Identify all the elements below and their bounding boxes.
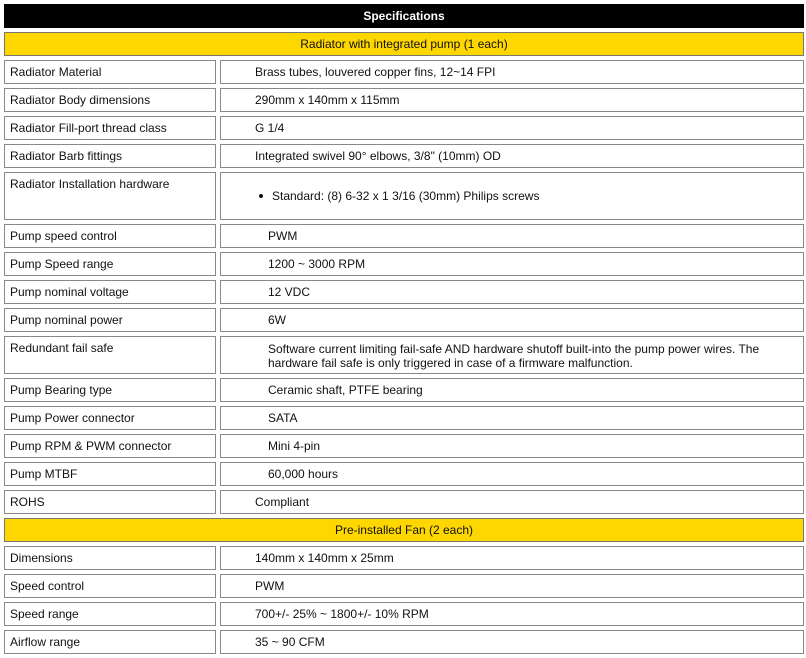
spec-label: Speed control <box>4 574 216 598</box>
spec-value: Brass tubes, louvered copper fins, 12~14 FPI <box>220 60 804 84</box>
spec-value-text: Standard: (8) 6-32 x 1 3/16 (30mm) Philips screws <box>272 189 540 203</box>
spec-label: Radiator Material <box>4 60 216 84</box>
table-row <box>4 172 804 220</box>
table-row <box>4 144 804 168</box>
section-heading-fan: Pre-installed Fan (2 each) <box>4 518 804 542</box>
section-heading-radiator: Radiator with integrated pump (1 each) <box>4 32 804 56</box>
spec-value <box>220 172 804 220</box>
spec-label: Pump Speed range <box>4 252 216 276</box>
spec-value: Ceramic shaft, PTFE bearing <box>220 378 804 402</box>
bullet-icon <box>259 194 263 198</box>
spec-value: PWM <box>220 574 804 598</box>
spec-label: Radiator Barb fittings <box>4 144 216 168</box>
table-row <box>4 406 804 430</box>
table-row <box>4 88 804 112</box>
table-row <box>4 490 804 514</box>
spec-value: 290mm x 140mm x 115mm <box>220 88 804 112</box>
spec-label: Speed range <box>4 602 216 626</box>
spec-value: Compliant <box>220 490 804 514</box>
table-row <box>4 602 804 626</box>
spec-value: SATA <box>220 406 804 430</box>
spec-value: 140mm x 140mm x 25mm <box>220 546 804 570</box>
spec-label: ROHS <box>4 490 216 514</box>
table-row <box>4 434 804 458</box>
spec-label: Radiator Body dimensions <box>4 88 216 112</box>
spec-label: Radiator Installation hardware <box>4 172 216 220</box>
table-row <box>4 574 804 598</box>
table-row <box>4 462 804 486</box>
spec-label: Pump Power connector <box>4 406 216 430</box>
spec-label: Airflow range <box>4 630 216 654</box>
spec-label: Pump Bearing type <box>4 378 216 402</box>
spec-label: Pump MTBF <box>4 462 216 486</box>
spec-value: G 1/4 <box>220 116 804 140</box>
spec-label: Redundant fail safe <box>4 336 216 374</box>
table-row <box>4 116 804 140</box>
table-row <box>4 252 804 276</box>
spec-value: 35 ~ 90 CFM <box>220 630 804 654</box>
table-row <box>4 60 804 84</box>
spec-label: Pump nominal power <box>4 308 216 332</box>
spec-value: 6W <box>220 308 804 332</box>
spec-value: 700+/- 25% ~ 1800+/- 10% RPM <box>220 602 804 626</box>
table-row <box>4 308 804 332</box>
spec-label: Pump RPM & PWM connector <box>4 434 216 458</box>
spec-label: Radiator Fill-port thread class <box>4 116 216 140</box>
spec-value: 12 VDC <box>220 280 804 304</box>
spec-value: 60,000 hours <box>220 462 804 486</box>
table-title: Specifications <box>4 4 804 28</box>
table-row <box>4 280 804 304</box>
spec-value: Mini 4-pin <box>220 434 804 458</box>
table-row <box>4 378 804 402</box>
table-row <box>4 336 804 374</box>
spec-value: Integrated swivel 90° elbows, 3/8" (10mm) OD <box>220 144 804 168</box>
spec-value: PWM <box>220 224 804 248</box>
table-row <box>4 224 804 248</box>
table-row <box>4 546 804 570</box>
spec-value: 1200 ~ 3000 RPM <box>220 252 804 276</box>
spec-value: Software current limiting fail-safe AND hardware shutoff built-into the pump power wires. The hardware fail safe is only triggered in case of a firmware malfunction. <box>220 336 804 374</box>
table-row <box>4 630 804 654</box>
specifications-table <box>4 4 804 658</box>
spec-label: Pump speed control <box>4 224 216 248</box>
spec-label: Pump nominal voltage <box>4 280 216 304</box>
spec-label: Dimensions <box>4 546 216 570</box>
